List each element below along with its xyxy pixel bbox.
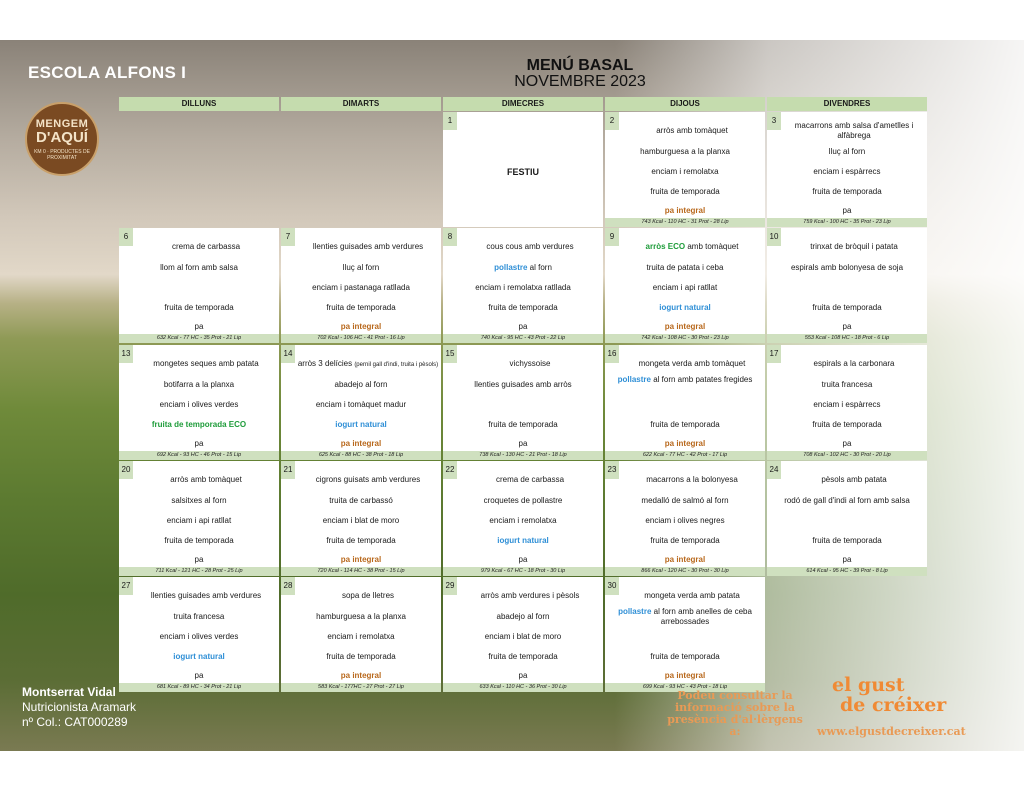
bread xyxy=(281,671,441,681)
dish-text: pa integral xyxy=(340,439,382,448)
first-course xyxy=(783,359,925,369)
dessert xyxy=(605,420,765,430)
second-course xyxy=(281,263,441,273)
day-number: 22 xyxy=(443,461,457,479)
dessert xyxy=(119,303,279,313)
day-number: 3 xyxy=(767,112,781,130)
day-cell xyxy=(119,228,279,343)
dish-text: pa xyxy=(194,555,204,564)
menu-subtitle: NOVEMBRE 2023 xyxy=(514,73,646,90)
dish-text: salsitxes al forn xyxy=(171,496,227,505)
dish-text: llom al forn amb salsa xyxy=(160,263,238,272)
dish-text: enciam i olives verdes xyxy=(159,632,239,641)
day-number: 20 xyxy=(119,461,133,479)
dish-text: al forn amb anelles de ceba arrebossades xyxy=(653,607,752,626)
bread xyxy=(605,206,765,216)
day-number: 14 xyxy=(281,345,295,363)
side-dish xyxy=(443,516,603,526)
bread xyxy=(767,322,927,332)
dessert xyxy=(119,536,279,546)
day-cell xyxy=(605,345,765,460)
dish-text: FESTIU xyxy=(506,167,539,177)
second-course xyxy=(281,380,441,390)
school-name: ESCOLA ALFONS I xyxy=(28,63,187,82)
dish-text: pa xyxy=(518,671,528,680)
first-course xyxy=(297,242,439,252)
dish-text: pa integral xyxy=(664,206,706,215)
day-cell xyxy=(605,461,765,576)
dish-text: llenties guisades amb verdures xyxy=(150,591,262,600)
dish-text: fruita de temporada xyxy=(488,420,558,429)
dish-text: enciam i espàrrecs xyxy=(813,400,881,409)
dessert xyxy=(443,652,603,662)
second-course xyxy=(443,612,603,622)
nutrition-summary: 711 Kcal - 121 HC - 28 Prot - 25 Lip xyxy=(119,567,279,576)
first-course xyxy=(135,359,277,369)
dish-text: cigrons guisats amb verdures xyxy=(315,475,421,484)
dish-text: enciam i remolatxa xyxy=(327,632,395,641)
day-cell xyxy=(605,228,765,343)
first-course xyxy=(459,591,601,601)
side-dish xyxy=(605,167,765,177)
dish-text: macarrons amb salsa d'ametlles i alfàbrega xyxy=(794,121,914,140)
bread xyxy=(605,322,765,332)
dish-text: trinxat de bròquil i patata xyxy=(810,242,898,251)
dish-text: abadejo al forn xyxy=(334,380,388,389)
dessert xyxy=(443,536,603,546)
dish-text: enciam i espàrrecs xyxy=(813,167,881,176)
dessert xyxy=(605,303,765,313)
mengem-daqui-logo: MENGEM D'AQUÍ KM 0 · PRODUCTES DE PROXIMITAT xyxy=(25,102,99,176)
dish-text: croquetes de pollastre xyxy=(483,496,563,505)
dish-text: llenties guisades amb arròs xyxy=(474,380,572,389)
dish-text: hamburguesa a la planxa xyxy=(640,147,730,156)
dish-text: fruita de temporada xyxy=(812,420,882,429)
second-course xyxy=(281,612,441,622)
dish-text: enciam i blat de moro xyxy=(322,516,400,525)
side-dish xyxy=(605,516,765,526)
bread xyxy=(281,439,441,449)
dish-text: truita de carbassó xyxy=(329,496,393,505)
second-course xyxy=(605,607,765,627)
second-course xyxy=(605,496,765,506)
nutrition-summary: 720 Kcal - 114 HC - 38 Prot - 15 Lip xyxy=(281,567,441,576)
dessert xyxy=(767,420,927,430)
side-dish xyxy=(281,283,441,293)
dessert xyxy=(281,303,441,313)
first-course xyxy=(621,242,763,252)
first-course xyxy=(621,126,763,136)
dish-text: enciam i remolatxa xyxy=(489,516,557,525)
day-cell xyxy=(443,345,603,460)
first-course xyxy=(459,242,601,252)
weekday-header-dilluns: DILLUNS xyxy=(119,97,279,111)
first-course xyxy=(135,591,277,601)
day-cell xyxy=(443,461,603,576)
day-number: 6 xyxy=(119,228,133,246)
dish-text: pa xyxy=(842,206,852,215)
dish-text: pa xyxy=(518,555,528,564)
dish-text: pa integral xyxy=(664,555,706,564)
second-course xyxy=(767,147,927,157)
day-number: 15 xyxy=(443,345,457,363)
dish-text: pa xyxy=(842,322,852,331)
day-number: 10 xyxy=(767,228,781,246)
day-cell xyxy=(767,112,927,227)
dish-text: arròs 3 delícies xyxy=(297,359,353,368)
highlight-ingredient: arròs ECO xyxy=(645,242,686,251)
first-course xyxy=(459,475,601,485)
dish-text: pa integral xyxy=(664,439,706,448)
dish-text: medalló de salmó al forn xyxy=(641,496,729,505)
nutrition-summary: 681 Kcal - 89 HC - 34 Prot - 21 Lip xyxy=(119,683,279,692)
nutrition-summary: 742 Kcal - 108 HC - 30 Prot - 23 Lip xyxy=(605,334,765,343)
dish-text: fruita de temporada xyxy=(812,303,882,312)
dish-text: enciam i remolatxa xyxy=(651,167,719,176)
second-course xyxy=(605,263,765,273)
side-dish xyxy=(281,400,441,410)
dessert xyxy=(281,420,441,430)
day-cell xyxy=(605,577,765,692)
dish-text: iogurt natural xyxy=(497,536,549,545)
bread xyxy=(119,555,279,565)
dish-text: fruita de temporada xyxy=(812,536,882,545)
menu-page xyxy=(0,40,1024,751)
dish-text: enciam i olives negres xyxy=(645,516,725,525)
side-dish xyxy=(281,516,441,526)
dish-text: crema de carbassa xyxy=(495,475,565,484)
first-course xyxy=(783,475,925,485)
dish-text: enciam i remolatxa ratllada xyxy=(475,283,571,292)
day-cell xyxy=(119,345,279,460)
side-dish xyxy=(443,167,603,177)
second-course xyxy=(443,263,603,273)
dish-text: pa integral xyxy=(664,671,706,680)
dish-text: al forn xyxy=(529,263,552,272)
dish-text: truita francesa xyxy=(821,380,873,389)
nutrition-summary: 622 Kcal - 77 HC - 42 Prot - 17 Lip xyxy=(605,451,765,460)
bread xyxy=(443,322,603,332)
dessert xyxy=(281,652,441,662)
dessert xyxy=(605,652,765,662)
nutrition-summary: 708 Kcal - 102 HC - 30 Prot - 20 Lip xyxy=(767,451,927,460)
dish-text: lluç al forn xyxy=(828,147,866,156)
nutrition-summary: 583 Kcal - 177HC - 27 Prot - 27 Lip xyxy=(281,683,441,692)
dessert xyxy=(281,536,441,546)
dish-text: pa integral xyxy=(340,322,382,331)
dish-text: arròs amb tomàquet xyxy=(170,475,242,484)
dessert xyxy=(605,536,765,546)
dish-text: fruita de temporada xyxy=(488,303,558,312)
day-cell xyxy=(119,577,279,692)
nutrition-summary: 614 Kcal - 95 HC - 39 Prot - 8 Lip xyxy=(767,567,927,576)
nutrition-summary: 699 Kcal - 93 HC - 43 Prot - 18 Lip xyxy=(605,683,765,692)
bread xyxy=(605,671,765,681)
nutrition-summary: 702 Kcal - 106 HC - 41 Prot - 16 Lip xyxy=(281,334,441,343)
dish-text: pèsols amb patata xyxy=(821,475,887,484)
first-course xyxy=(135,475,277,485)
dish-text: truita francesa xyxy=(173,612,225,621)
day-cell xyxy=(119,461,279,576)
dish-text: iogurt natural xyxy=(173,652,225,661)
side-dish xyxy=(767,400,927,410)
dish-text: mongeta verda amb patata xyxy=(644,591,740,600)
dish-text: espirals a la carbonara xyxy=(813,359,895,368)
dish-text: fruita de temporada xyxy=(650,536,720,545)
first-course xyxy=(783,242,925,252)
dish-text: espirals amb bolonyesa de soja xyxy=(790,263,904,272)
second-course xyxy=(119,496,279,506)
nutritionist-signature: Montserrat Vidal Nutricionista Aramark nº Col.: CAT000289 xyxy=(22,685,137,729)
nutrition-summary: 866 Kcal - 120 HC - 30 Prot - 30 Lip xyxy=(605,567,765,576)
day-number: 16 xyxy=(605,345,619,363)
bread xyxy=(443,671,603,681)
dish-text: cous cous amb verdures xyxy=(486,242,574,251)
day-cell xyxy=(605,112,765,227)
bread xyxy=(605,439,765,449)
second-course xyxy=(443,496,603,506)
dish-text: iogurt natural xyxy=(335,420,387,429)
side-dish xyxy=(119,632,279,642)
bread xyxy=(767,439,927,449)
dessert xyxy=(605,187,765,197)
dish-text: amb tomàquet xyxy=(687,242,739,251)
day-number: 29 xyxy=(443,577,457,595)
side-dish xyxy=(119,400,279,410)
dish-text: pa integral xyxy=(340,671,382,680)
dish-text: fruita de temporada xyxy=(326,536,396,545)
side-dish xyxy=(443,632,603,642)
second-course xyxy=(119,263,279,273)
allergens-note: Podeu consultar la informació sobre la presència d'al·lèrgens a: xyxy=(667,689,803,738)
dish-text: truita de patata i ceba xyxy=(646,263,724,272)
nutrition-summary: 743 Kcal - 110 HC - 31 Prot - 28 Lip xyxy=(605,218,765,227)
nutrition-summary: 738 Kcal - 130 HC - 21 Prot - 18 Lip xyxy=(443,451,603,460)
first-course xyxy=(783,121,925,141)
nutrition-summary: 759 Kcal - 100 HC - 35 Prot - 23 Lip xyxy=(767,218,927,227)
second-course xyxy=(281,496,441,506)
day-cell xyxy=(281,577,441,692)
highlight-ingredient: pollastre xyxy=(617,375,651,384)
second-course xyxy=(605,375,765,385)
dish-text: vichyssoise xyxy=(509,359,551,368)
dish-text: pa integral xyxy=(340,555,382,564)
dessert xyxy=(767,536,927,546)
dish-text: abadejo al forn xyxy=(496,612,550,621)
bread xyxy=(767,206,927,216)
dish-text: fruita de temporada xyxy=(164,303,234,312)
dish-text: llenties guisades amb verdures xyxy=(312,242,424,251)
dish-text: pa xyxy=(518,439,528,448)
first-course xyxy=(621,591,763,601)
day-cell xyxy=(767,461,927,576)
first-course xyxy=(459,359,601,369)
day-cell xyxy=(767,345,927,460)
weekday-header-divendres: DIVENDRES xyxy=(767,97,927,111)
day-number: 28 xyxy=(281,577,295,595)
dish-text: fruita de temporada xyxy=(650,652,720,661)
first-course xyxy=(621,359,763,369)
nutrition-summary: 979 Kcal - 67 HC - 18 Prot - 30 Lip xyxy=(443,567,603,576)
nutrition-summary: 553 Kcal - 108 HC - 18 Prot - 6 Lip xyxy=(767,334,927,343)
brand-url-link[interactable]: www.elgustdecreixer.cat xyxy=(817,725,966,738)
bread xyxy=(443,439,603,449)
dish-text: pa xyxy=(518,322,528,331)
dish-text: pa xyxy=(194,671,204,680)
dish-text: arròs amb tomàquet xyxy=(656,126,728,135)
day-cell xyxy=(281,228,441,343)
day-cell xyxy=(281,461,441,576)
bread xyxy=(767,555,927,565)
day-number: 2 xyxy=(605,112,619,130)
dish-text: enciam i api ratllat xyxy=(652,283,718,292)
dessert xyxy=(443,420,603,430)
dish-text: enciam i blat de moro xyxy=(484,632,562,641)
bread xyxy=(281,322,441,332)
dessert xyxy=(767,303,927,313)
second-course xyxy=(119,612,279,622)
side-dish xyxy=(443,283,603,293)
highlight-ingredient: pollastre xyxy=(494,263,528,272)
dish-text: fruita de temporada xyxy=(326,652,396,661)
dish-text: sopa de lletres xyxy=(341,591,395,600)
dish-text: mongetes seques amb patata xyxy=(153,359,259,368)
dish-text: fruita de temporada xyxy=(650,420,720,429)
dish-text: enciam i tomàquet madur xyxy=(315,400,407,409)
dish-text: fruita de temporada xyxy=(488,652,558,661)
first-course xyxy=(621,475,763,485)
first-course xyxy=(297,591,439,601)
second-course xyxy=(119,380,279,390)
day-number: 23 xyxy=(605,461,619,479)
brand-logo-line2: de créixer xyxy=(840,694,947,716)
dish-text: iogurt natural xyxy=(659,303,711,312)
bread xyxy=(443,555,603,565)
day-cell xyxy=(767,228,927,343)
dessert xyxy=(767,187,927,197)
second-course xyxy=(605,147,765,157)
day-cell xyxy=(443,577,603,692)
dish-text: fruita de temporada xyxy=(650,187,720,196)
second-course xyxy=(767,263,927,273)
day-number: 24 xyxy=(767,461,781,479)
dish-text: fruita de temporada ECO xyxy=(151,420,247,429)
nutrition-summary: 740 Kcal - 95 HC - 43 Prot - 22 Lip xyxy=(443,334,603,343)
day-number: 17 xyxy=(767,345,781,363)
bread xyxy=(119,671,279,681)
day-number: 9 xyxy=(605,228,619,246)
dish-text: hamburguesa a la planxa xyxy=(316,612,406,621)
day-number: 13 xyxy=(119,345,133,363)
dish-text: al forn amb patates fregides xyxy=(653,375,753,384)
dish-text: pa xyxy=(194,322,204,331)
second-course xyxy=(443,380,603,390)
first-course xyxy=(135,242,277,252)
side-dish xyxy=(119,516,279,526)
day-number: 27 xyxy=(119,577,133,595)
weekday-header-dimecres: DIMECRES xyxy=(443,97,603,111)
day-number: 7 xyxy=(281,228,295,246)
dish-text: lluç al forn xyxy=(342,263,380,272)
day-number: 8 xyxy=(443,228,457,246)
dessert xyxy=(119,420,279,430)
dish-text: botifarra a la planxa xyxy=(163,380,235,389)
dish-text: macarrons a la bolonyesa xyxy=(646,475,738,484)
dish-text: fruita de temporada xyxy=(164,536,234,545)
day-cell xyxy=(281,345,441,460)
nutrition-summary: 632 Kcal - 77 HC - 35 Prot - 21 Lip xyxy=(119,334,279,343)
day-number: 21 xyxy=(281,461,295,479)
dish-text: crema de carbassa xyxy=(171,242,241,251)
side-dish xyxy=(767,167,927,177)
dish-text: fruita de temporada xyxy=(812,187,882,196)
day-cell xyxy=(443,228,603,343)
dish-text: enciam i api ratllat xyxy=(166,516,232,525)
dish-note: (pernil gall d'indi, truita i pèsols) xyxy=(354,362,439,368)
dish-text: mongeta verda amb tomàquet xyxy=(638,359,746,368)
dish-text: enciam i olives verdes xyxy=(159,400,239,409)
day-number: 30 xyxy=(605,577,619,595)
dish-text: rodó de gall d'indi al forn amb salsa xyxy=(784,496,910,505)
dish-text: arròs amb verdures i pèsols xyxy=(480,591,580,600)
nutrition-summary: 692 Kcal - 93 HC - 46 Prot - 15 Lip xyxy=(119,451,279,460)
weekday-header-dimarts: DIMARTS xyxy=(281,97,441,111)
nutrition-summary: 633 Kcal - 110 HC - 36 Prot - 30 Lip xyxy=(443,683,603,692)
bread xyxy=(281,555,441,565)
side-dish xyxy=(605,283,765,293)
brand-logo-line1: el gust xyxy=(832,674,905,696)
day-cell xyxy=(443,112,603,227)
weekday-header-dijous: DIJOUS xyxy=(605,97,765,111)
dish-text: pa xyxy=(842,555,852,564)
menu-title: MENÚ BASAL xyxy=(526,57,634,74)
second-course xyxy=(767,380,927,390)
first-course xyxy=(297,359,439,370)
side-dish xyxy=(281,632,441,642)
first-course xyxy=(297,475,439,485)
nutrition-summary: 625 Kcal - 88 HC - 38 Prot - 18 Lip xyxy=(281,451,441,460)
dessert xyxy=(119,652,279,662)
day-number: 1 xyxy=(443,112,457,130)
highlight-ingredient: pollastre xyxy=(618,607,652,616)
second-course xyxy=(767,496,927,506)
bread xyxy=(119,439,279,449)
bread xyxy=(605,555,765,565)
bread xyxy=(119,322,279,332)
dish-text: pa xyxy=(194,439,204,448)
dish-text: pa xyxy=(842,439,852,448)
dish-text: fruita de temporada xyxy=(326,303,396,312)
dessert xyxy=(443,303,603,313)
dish-text: pa integral xyxy=(664,322,706,331)
dish-text: enciam i pastanaga ratllada xyxy=(312,283,410,292)
